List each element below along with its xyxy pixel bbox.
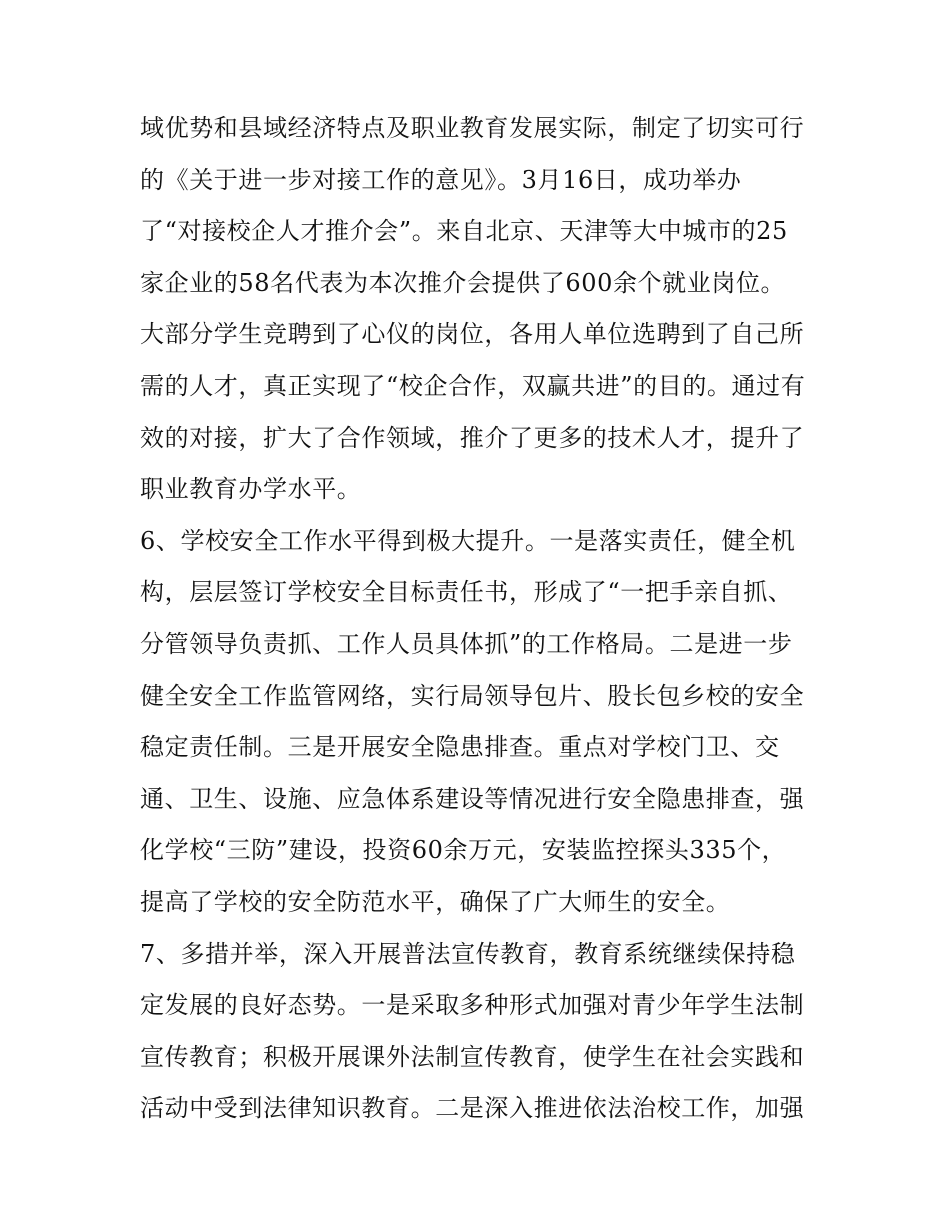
text-line: 6、学校安全工作水平得到极大提升。一是落实责任，健全机 [140,526,796,555]
text-line: 效的对接，扩大了合作领域，推介了更多的技术人才，提升了 [140,423,805,452]
text-line: 家企业的58名代表为本次推介会提供了600余个就业岗位。 [140,268,786,297]
text-line: 大部分学生竞聘到了心仪的岗位，各用人单位选聘到了自己所 [140,320,805,349]
text-line: 需的人才，真正实现了“校企合作，双赢共进”的目的。通过有 [140,371,806,400]
text-line: 定发展的良好态势。一是采取多种形式加强对青少年学生法制 [140,991,805,1020]
text-line: 宣传教育；积极开展课外法制宣传教育，使学生在社会实践和 [140,1042,805,1071]
text-line: 活动中受到法律知识教育。二是深入推进依法治校工作，加强 [140,1094,805,1123]
text-line: 了“对接校企人才推介会”。来自北京、天津等大中城市的25 [140,217,788,246]
text-line: 稳定责任制。三是开展安全隐患排查。重点对学校门卫、交 [140,733,780,762]
text-line: 分管领导负责抓、工作人员具体抓”的工作格局。二是进一步 [140,629,793,658]
text-line: 域优势和县域经济特点及职业教育发展实际，制定了切实可行 [140,114,805,142]
text-line: 构，层层签订学校安全目标责任书，形成了“一把手亲自抓、 [140,578,793,607]
body-text [140,103,820,1135]
text-line: 7、多措并举，深入开展普法宣传教育，教育系统继续保持稳 [140,939,796,968]
text-line: 职业教育办学水平。 [140,475,362,504]
text-line: 化学校“三防”建设，投资60余万元，安装监控探头335个， [140,836,787,865]
text-line: 健全安全工作监管网络，实行局领导包片、股长包乡校的安全 [140,681,805,710]
text-line: 通、卫生、设施、应急体系建设等情况进行安全隐患排查，强 [140,784,805,813]
text-line: 提高了学校的安全防范水平，确保了广大师生的安全。 [140,887,731,916]
text-line: 的《关于进一步对接工作的意见》。3月16日，成功举办 [140,165,742,194]
